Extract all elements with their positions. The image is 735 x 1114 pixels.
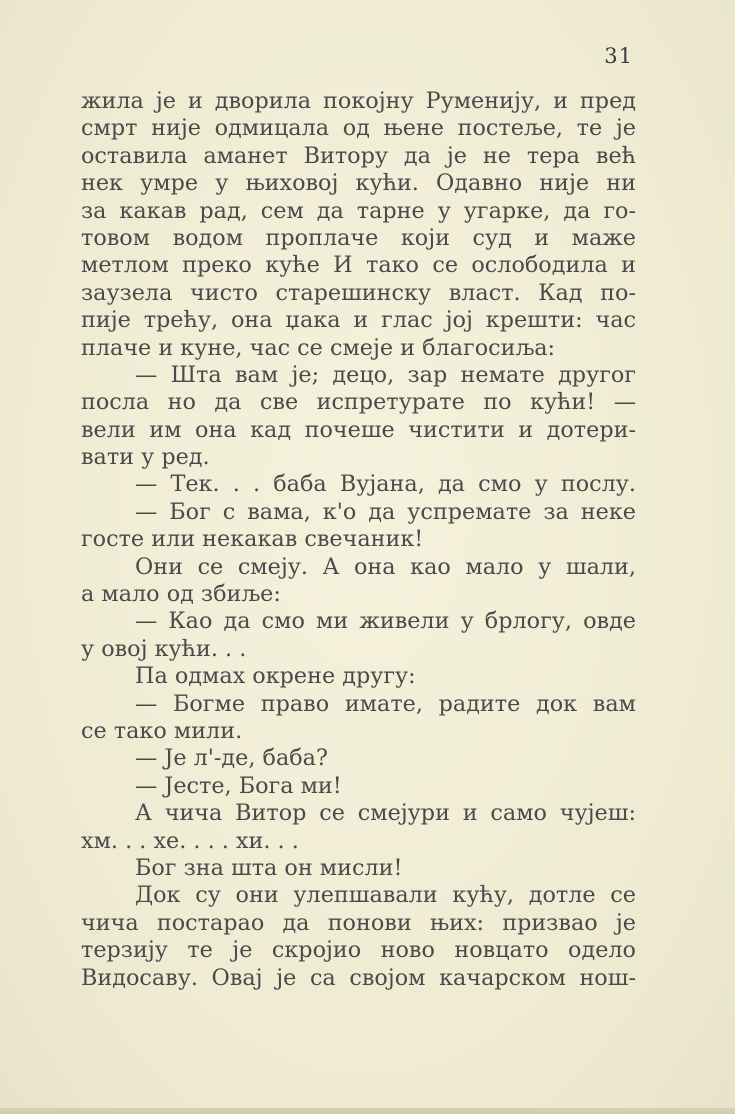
text-line: терзију те је скројио ново новцато одело bbox=[81, 937, 636, 964]
text-line: пије трећу, она џака и глас јој крешти: час bbox=[81, 307, 636, 334]
text-line: Видосаву. Овај је са својом качарском нош- bbox=[81, 964, 636, 991]
text-line: — Је л'-де, баба? bbox=[135, 745, 328, 772]
text-line: — Као да смо ми живели у брлогу, овде bbox=[135, 608, 636, 635]
text-line: — Тек. . . баба Вујана, да смо у послу. bbox=[135, 471, 636, 498]
text-line: метлом преко куће И тако се ослободила и bbox=[81, 252, 636, 279]
text-line: плаче и куне, час се смеје и благосиља: bbox=[81, 334, 556, 361]
page-text bbox=[81, 88, 636, 992]
text-line: — Бог с вама, к'о да успремате за неке bbox=[135, 498, 636, 525]
text-line: вели им она кад почеше чистити и дотери- bbox=[81, 416, 636, 443]
text-line: товом водом проплаче који суд и маже bbox=[81, 224, 636, 251]
text-line: смрт није одмицала од њене постеље, те је bbox=[81, 115, 636, 142]
text-line: у овој кући. . . bbox=[81, 635, 247, 662]
text-line: А чича Витор се смејури и само чујеш: bbox=[135, 800, 636, 827]
text-line: жила је и дворила покојну Руменију, и пред bbox=[81, 88, 636, 114]
text-line: за какав рад, сем да тарне у угарке, да го- bbox=[81, 197, 636, 224]
text-line: Па одмах окрене другу: bbox=[135, 663, 416, 690]
text-line: а мало од збиље: bbox=[81, 581, 281, 608]
page-number: 31 bbox=[604, 44, 633, 68]
text-line: — Јесте, Бога ми! bbox=[135, 772, 342, 799]
text-line: Бог зна шта он мисли! bbox=[135, 854, 403, 881]
text-line: вати у ред. bbox=[81, 444, 210, 471]
text-line: — Богме право имате, радите док вам bbox=[135, 690, 636, 717]
text-line: чича постарао да понови њих: призвао је bbox=[81, 909, 636, 936]
text-line: нек умре у њиховој кући. Одавно није ни bbox=[81, 170, 636, 197]
text-line: хм. . . хе. . . . хи. . . bbox=[81, 827, 299, 854]
text-line: — Шта вам је; децо, зар немате другог bbox=[135, 361, 636, 388]
page-bottom-edge bbox=[0, 1108, 735, 1114]
text-line: се тако мили. bbox=[81, 717, 243, 744]
text-line: посла но да све испретурате по кући! — bbox=[81, 389, 636, 416]
text-line: Док су они улепшавали кућу, дотле се bbox=[135, 882, 636, 909]
text-line: заузела чисто старешинску власт. Кад по- bbox=[81, 279, 636, 306]
text-line: госте или некакав свечаник! bbox=[81, 526, 424, 553]
text-line: Они се смеју. А она као мало у шали, bbox=[135, 553, 636, 580]
text-line: оставила аманет Витору да је не тера већ bbox=[81, 142, 636, 169]
